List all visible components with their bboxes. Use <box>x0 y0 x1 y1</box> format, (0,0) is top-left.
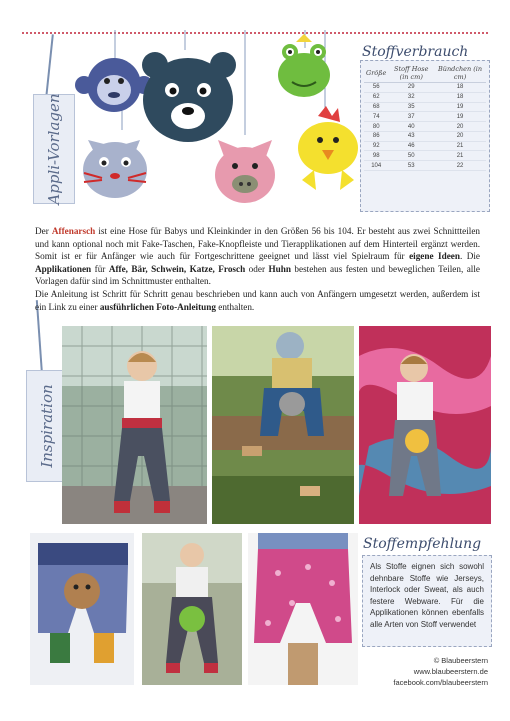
stoffempfehlung-box <box>362 555 492 647</box>
col-header: Stoff Hose (in cm) <box>388 64 434 83</box>
intro-text-part: oder <box>245 263 269 274</box>
table-cell: 53 <box>388 161 434 171</box>
chicken-icon <box>298 106 358 190</box>
stoffverbrauch-title: Stoffverbrauch <box>362 44 469 60</box>
table-cell: 18 <box>434 92 486 102</box>
appli-vorlagen-tag <box>33 94 75 204</box>
table-cell: 37 <box>388 112 434 122</box>
table-cell: 68 <box>364 102 388 112</box>
col-header: Größe <box>364 64 388 83</box>
website-link[interactable]: www.blaubeerstern.de <box>413 667 488 676</box>
table-cell: 35 <box>388 102 434 112</box>
table-cell: 74 <box>364 112 388 122</box>
photo-bear-applique <box>30 533 134 685</box>
product-name: Affenarsch <box>51 226 96 236</box>
table-cell: 46 <box>388 141 434 151</box>
table-cell: 21 <box>434 141 486 151</box>
intro-bold: Huhn <box>268 263 291 274</box>
table-cell: 40 <box>388 122 434 132</box>
intro-bold: ausführlichen Foto-Anleitung <box>99 301 216 312</box>
table-row <box>364 131 486 141</box>
table-cell: 18 <box>434 83 486 93</box>
intro-bold: Affe, Bär, Schwein, Katze, Frosch <box>108 263 246 274</box>
table-cell: 80 <box>364 122 388 132</box>
table-cell: 22 <box>434 161 486 171</box>
animal-appliques <box>70 30 370 215</box>
stoffverbrauch-table <box>364 64 486 171</box>
appli-vorlagen-label: Appli-Vorlagen <box>45 93 63 205</box>
intro-text-part: für <box>91 263 109 274</box>
intro-text <box>35 225 480 313</box>
table-cell: 19 <box>434 112 486 122</box>
intro-text-part: Der <box>35 226 52 236</box>
table-cell: 104 <box>364 161 388 171</box>
table-cell: 20 <box>434 131 486 141</box>
bear-icon <box>142 52 236 142</box>
table-cell: 21 <box>434 151 486 161</box>
inspiration-label: Inspiration <box>38 384 56 468</box>
photo-climbing-log <box>212 326 354 524</box>
intro-text-part: enthalten. <box>215 301 255 312</box>
intro-bold: Applikationen <box>35 263 92 274</box>
table-cell: 20 <box>434 122 486 132</box>
table-cell: 29 <box>388 83 434 93</box>
intro-bold: eigene Ideen <box>409 251 460 262</box>
table-cell: 32 <box>388 92 434 102</box>
table-row <box>364 83 486 93</box>
photo-graffiti-wall <box>359 326 491 524</box>
table-cell: 92 <box>364 141 388 151</box>
copyright: © Blaubeerstern <box>433 656 488 665</box>
pig-icon <box>215 140 275 203</box>
stoffverbrauch-box <box>360 60 490 212</box>
intro-text-part: ist eine Hose für Babys und Kleinkinder in den Größen 56 bis 104. Er besteht aus zwei Schnittteilen und kann optional noch mit Fake-Taschen, Fake-Knopfleiste und Tierapplikationen auf dem Hinterteil ergänzt werden. Somit ist er für Anfänger wie auch für Fortgeschrittene geeignet und lässt viel Spielraum für <box>35 226 480 262</box>
table-row <box>364 141 486 151</box>
facebook-link[interactable]: facebook.com/blaubeerstern <box>393 678 488 687</box>
table-row <box>364 161 486 171</box>
intro-text-part: . Die <box>459 251 480 262</box>
table-row <box>364 151 486 161</box>
stoffempfehlung-title: Stoffempfehlung <box>363 536 482 552</box>
table-cell: 86 <box>364 131 388 141</box>
table-cell: 62 <box>364 92 388 102</box>
credits <box>393 655 488 688</box>
table-cell: 19 <box>434 102 486 112</box>
table-cell: 50 <box>388 151 434 161</box>
monkey-icon <box>75 58 153 112</box>
stoffempfehlung-text: Als Stoffe eignen sich sowohl dehnbare Stoffe wie Jerseys, Interlock oder Sweat, als auch festere Webware. Für die Applikationen können ebenfalls alle Arten von Stoff verwendet <box>370 562 484 629</box>
table-cell: 98 <box>364 151 388 161</box>
table-cell: 43 <box>388 131 434 141</box>
cat-icon <box>83 140 147 198</box>
table-row <box>364 112 486 122</box>
frog-icon <box>278 34 330 97</box>
photo-frog-applique <box>142 533 242 685</box>
intro-text-part: bestehen aus festen und beweglichen Teilen, alle Vorlagen dafür sind im Schnittmuster enthalten. <box>35 263 480 287</box>
intro-text-part: Die Anleitung ist Schritt für Schritt genau beschrieben und kann auch von Anfängern umgesetzt werden, außerdem ist ein Link zu einer <box>35 288 480 312</box>
table-cell: 56 <box>364 83 388 93</box>
photo-toddler-fence <box>62 326 207 524</box>
table-row <box>364 92 486 102</box>
col-header: Bündchen (in cm) <box>434 64 486 83</box>
photo-pink-pants <box>248 533 358 685</box>
table-row <box>364 122 486 132</box>
table-row <box>364 102 486 112</box>
